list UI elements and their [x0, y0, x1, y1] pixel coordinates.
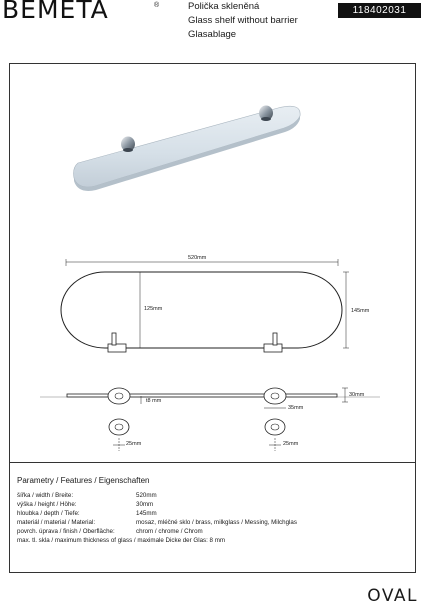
- dim-bracket-offset-label: 35mm: [288, 405, 304, 411]
- section-divider: [9, 462, 416, 463]
- registered-mark: ®: [154, 2, 160, 9]
- brand-logo: BEMETA: [2, 0, 109, 24]
- specs-title: Parametry / Features / Eigenschaften: [17, 476, 150, 485]
- spec-label-material: materiál / material / Material:: [17, 519, 96, 526]
- product-photo: [74, 106, 301, 191]
- spec-label-depth: hloubka / depth / Tiefe:: [17, 510, 80, 517]
- dim-side-height-label: 30mm: [349, 392, 365, 398]
- dim-holder-left-label: 25mm: [126, 441, 142, 447]
- title-english: Glass shelf without barrier: [188, 15, 298, 26]
- spec-value-depth: 145mm: [136, 510, 157, 517]
- dim-glass-label: t8 mm: [146, 398, 162, 404]
- spec-label-finish: povrch. úprava / finish / Oberfläche:: [17, 528, 115, 535]
- spec-value-material: mosaz, mléčné sklo / brass, milkglass / Messing, Milchglas: [136, 519, 297, 526]
- spec-value-height: 30mm: [136, 501, 154, 508]
- product-line-name: OVAL: [367, 586, 418, 606]
- spec-value-finish: chrom / chrome / Chrom: [136, 528, 203, 535]
- spec-label-width: šířka / width / Breite:: [17, 492, 74, 499]
- title-czech: Polička skleněná: [188, 1, 260, 12]
- dim-holder-right-label: 25mm: [283, 441, 299, 447]
- front-view: [40, 388, 380, 408]
- product-code-badge: 118402031: [338, 3, 421, 18]
- spec-label-height: výška / height / Höhe:: [17, 501, 77, 508]
- dim-inner-height-label: 125mm: [144, 306, 163, 312]
- dim-width-label: 520mm: [188, 255, 207, 261]
- spec-value-width: 520mm: [136, 492, 157, 499]
- spec-label-glass-thickness: max. tl. skla / maximum thickness of glass / maximale Dicke der Glas: 8 mm: [17, 537, 226, 544]
- title-german: Glasablage: [188, 29, 237, 40]
- top-view: [61, 259, 349, 352]
- dim-depth-label: 145mm: [351, 308, 370, 314]
